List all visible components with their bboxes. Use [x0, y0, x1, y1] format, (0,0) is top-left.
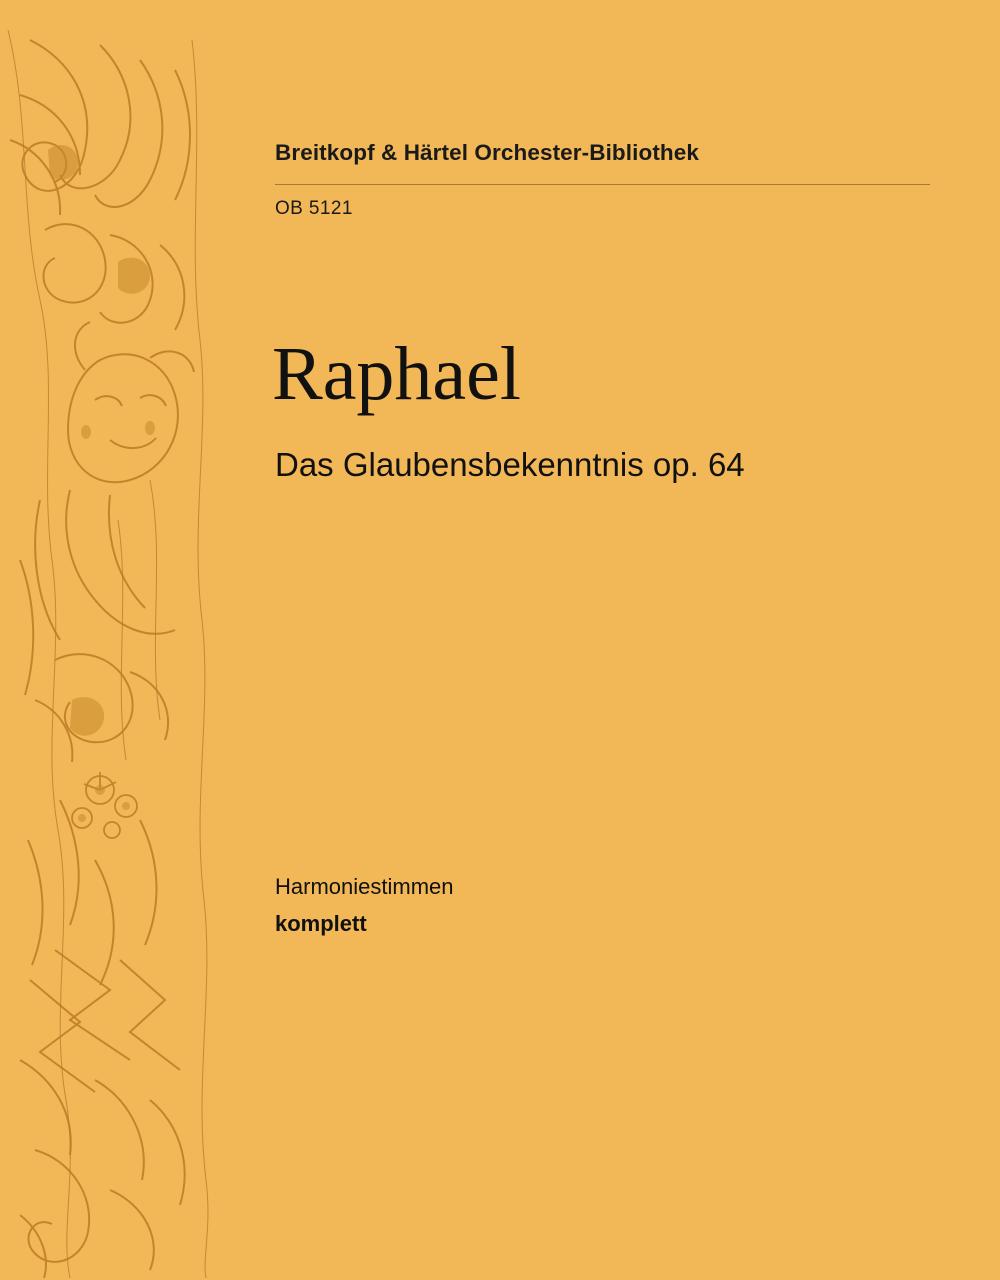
part-designation-block [275, 876, 930, 935]
cover-text-column [272, 0, 930, 1280]
plate-number: OB 5121 [275, 198, 353, 219]
part-designation: Harmoniestimmen [275, 874, 454, 899]
part-completeness: komplett [275, 911, 367, 936]
work-title: Das Glaubensbekenntnis op. 64 [275, 446, 745, 483]
publisher-series-title: Breitkopf & Härtel Orchester-Bibliothek [275, 140, 699, 165]
header-divider-rule [275, 184, 930, 185]
engraved-border-ornament [0, 0, 215, 1280]
composer-name: Raphael [272, 332, 522, 416]
